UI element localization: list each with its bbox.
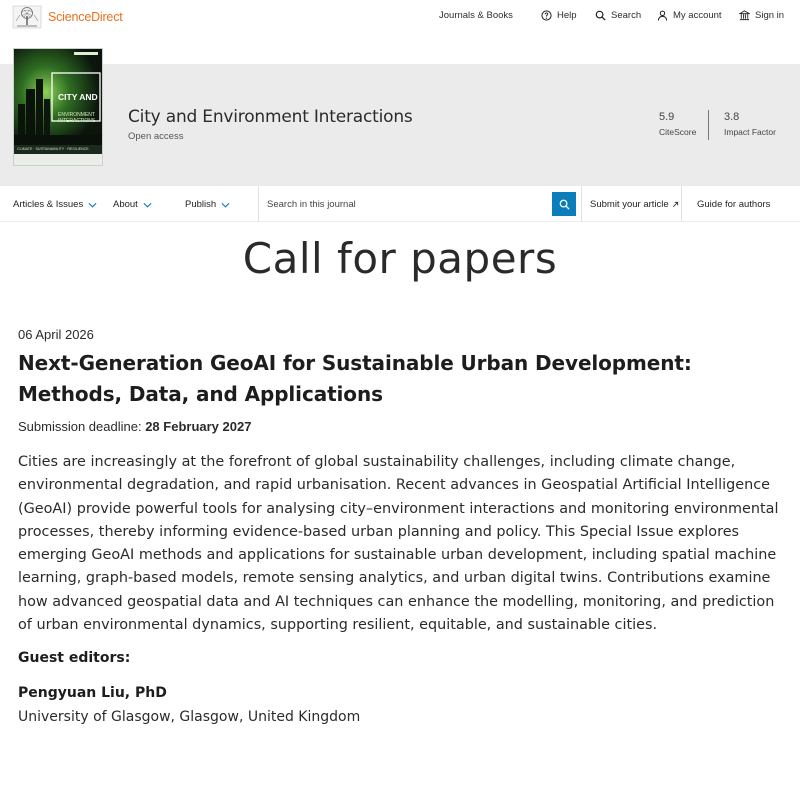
page-heading: Call for papers [242, 234, 558, 283]
citescore-metric[interactable] [659, 111, 696, 137]
publish-menu[interactable] [185, 199, 230, 210]
cover-strip: CLIMATE · SUSTAINABILITY · RESILIENCE [14, 145, 103, 154]
journal-search-button[interactable] [552, 192, 576, 216]
user-icon [657, 10, 668, 21]
impact-factor-value: 3.8 [724, 111, 740, 123]
search-icon [595, 10, 606, 21]
cover-title [58, 93, 98, 102]
help-link[interactable] [541, 10, 577, 21]
journals-books-label: Journals & Books [439, 10, 513, 21]
impact-factor-label: Impact Factor [724, 127, 776, 137]
publish-label: Publish [185, 199, 217, 210]
about-menu[interactable] [113, 199, 152, 210]
top-bar [0, 0, 800, 34]
nav-divider [681, 186, 682, 222]
external-link-icon [672, 201, 679, 208]
cover-title-line2: ENVIRONMENT [58, 112, 95, 118]
guide-for-authors-link[interactable] [697, 199, 770, 210]
journal-search-box [258, 186, 582, 222]
impact-factor-metric[interactable] [724, 111, 776, 137]
journal-cover-image[interactable] [13, 48, 103, 166]
help-icon [541, 10, 552, 21]
guest-editors-heading: Guest editors: [18, 650, 131, 666]
articles-issues-label: Articles & Issues [13, 199, 84, 210]
special-issue-title: Next-Generation GeoAI for Sustainable Urban Development: Methods, Data, and Applications [18, 351, 692, 406]
submit-article-link[interactable] [590, 199, 679, 210]
journal-title[interactable]: City and Environment Interactions [128, 107, 413, 127]
citescore-label: CiteScore [659, 127, 697, 137]
sciencedirect-logo[interactable] [12, 5, 123, 29]
chevron-down-icon [88, 202, 97, 208]
search-label: Search [611, 10, 642, 21]
articles-issues-menu[interactable] [13, 199, 97, 210]
editor-affiliation: University of Glasgow, Glasgow, United Kingdom [18, 709, 361, 725]
guide-for-authors-label: Guide for authors [697, 199, 771, 210]
elsevier-tree-icon [12, 5, 42, 29]
citescore-value: 5.9 [659, 111, 675, 123]
journal-search-input[interactable] [267, 197, 547, 211]
submission-deadline [18, 419, 251, 434]
institution-icon [739, 10, 750, 21]
search-icon [559, 199, 570, 210]
journals-books-link[interactable] [439, 10, 513, 21]
help-label: Help [557, 10, 577, 21]
journal-nav [0, 186, 800, 222]
sign-in-link[interactable] [739, 10, 784, 21]
deadline-value: 28 February 2027 [145, 419, 252, 434]
cover-bottom-band [14, 154, 103, 166]
metric-divider [708, 110, 709, 140]
special-issue-description: Cities are increasingly at the forefront of global sustainability challenges, including climate change, environmental degradation, and rapid urbanisation. Recent advances in Geospatial Artificial Intelligence (GeoAI) provide powerful tools for analysing city–environment interactions and monitoring environmental processes, thereby informing evidence-based urban planning and policy. This Special Issue explores emerging GeoAI methods and applications for sustainable urban development, including spatial machine learning, graph-based models, remote sensing analytics, and urban digital twins. Contributions examine how advanced geospatial data and AI techniques can enhance the modelling, monitoring, and prediction of urban environmental dynamics, supporting resilient, equitable, and sustainable cities. [18, 454, 779, 634]
about-label: About [113, 199, 138, 210]
cover-title-line3: INTERACTIONS [58, 118, 96, 124]
search-link[interactable] [595, 10, 641, 21]
brand-name: ScienceDirect [48, 10, 123, 24]
chevron-down-icon [143, 202, 152, 208]
submit-article-label: Submit your article [590, 199, 669, 210]
my-account-label: My account [673, 10, 722, 21]
sign-in-label: Sign in [755, 10, 785, 21]
editor-name: Pengyuan Liu, PhD [18, 685, 167, 701]
deadline-label: Submission deadline: [18, 419, 146, 434]
cover-title-line1: CITY AND [58, 92, 98, 102]
my-account-link[interactable] [657, 10, 722, 21]
chevron-down-icon [221, 202, 230, 208]
publication-date: 06 April 2026 [18, 327, 94, 342]
open-access-label: Open access [128, 131, 184, 142]
cover-subtitle [58, 112, 95, 124]
